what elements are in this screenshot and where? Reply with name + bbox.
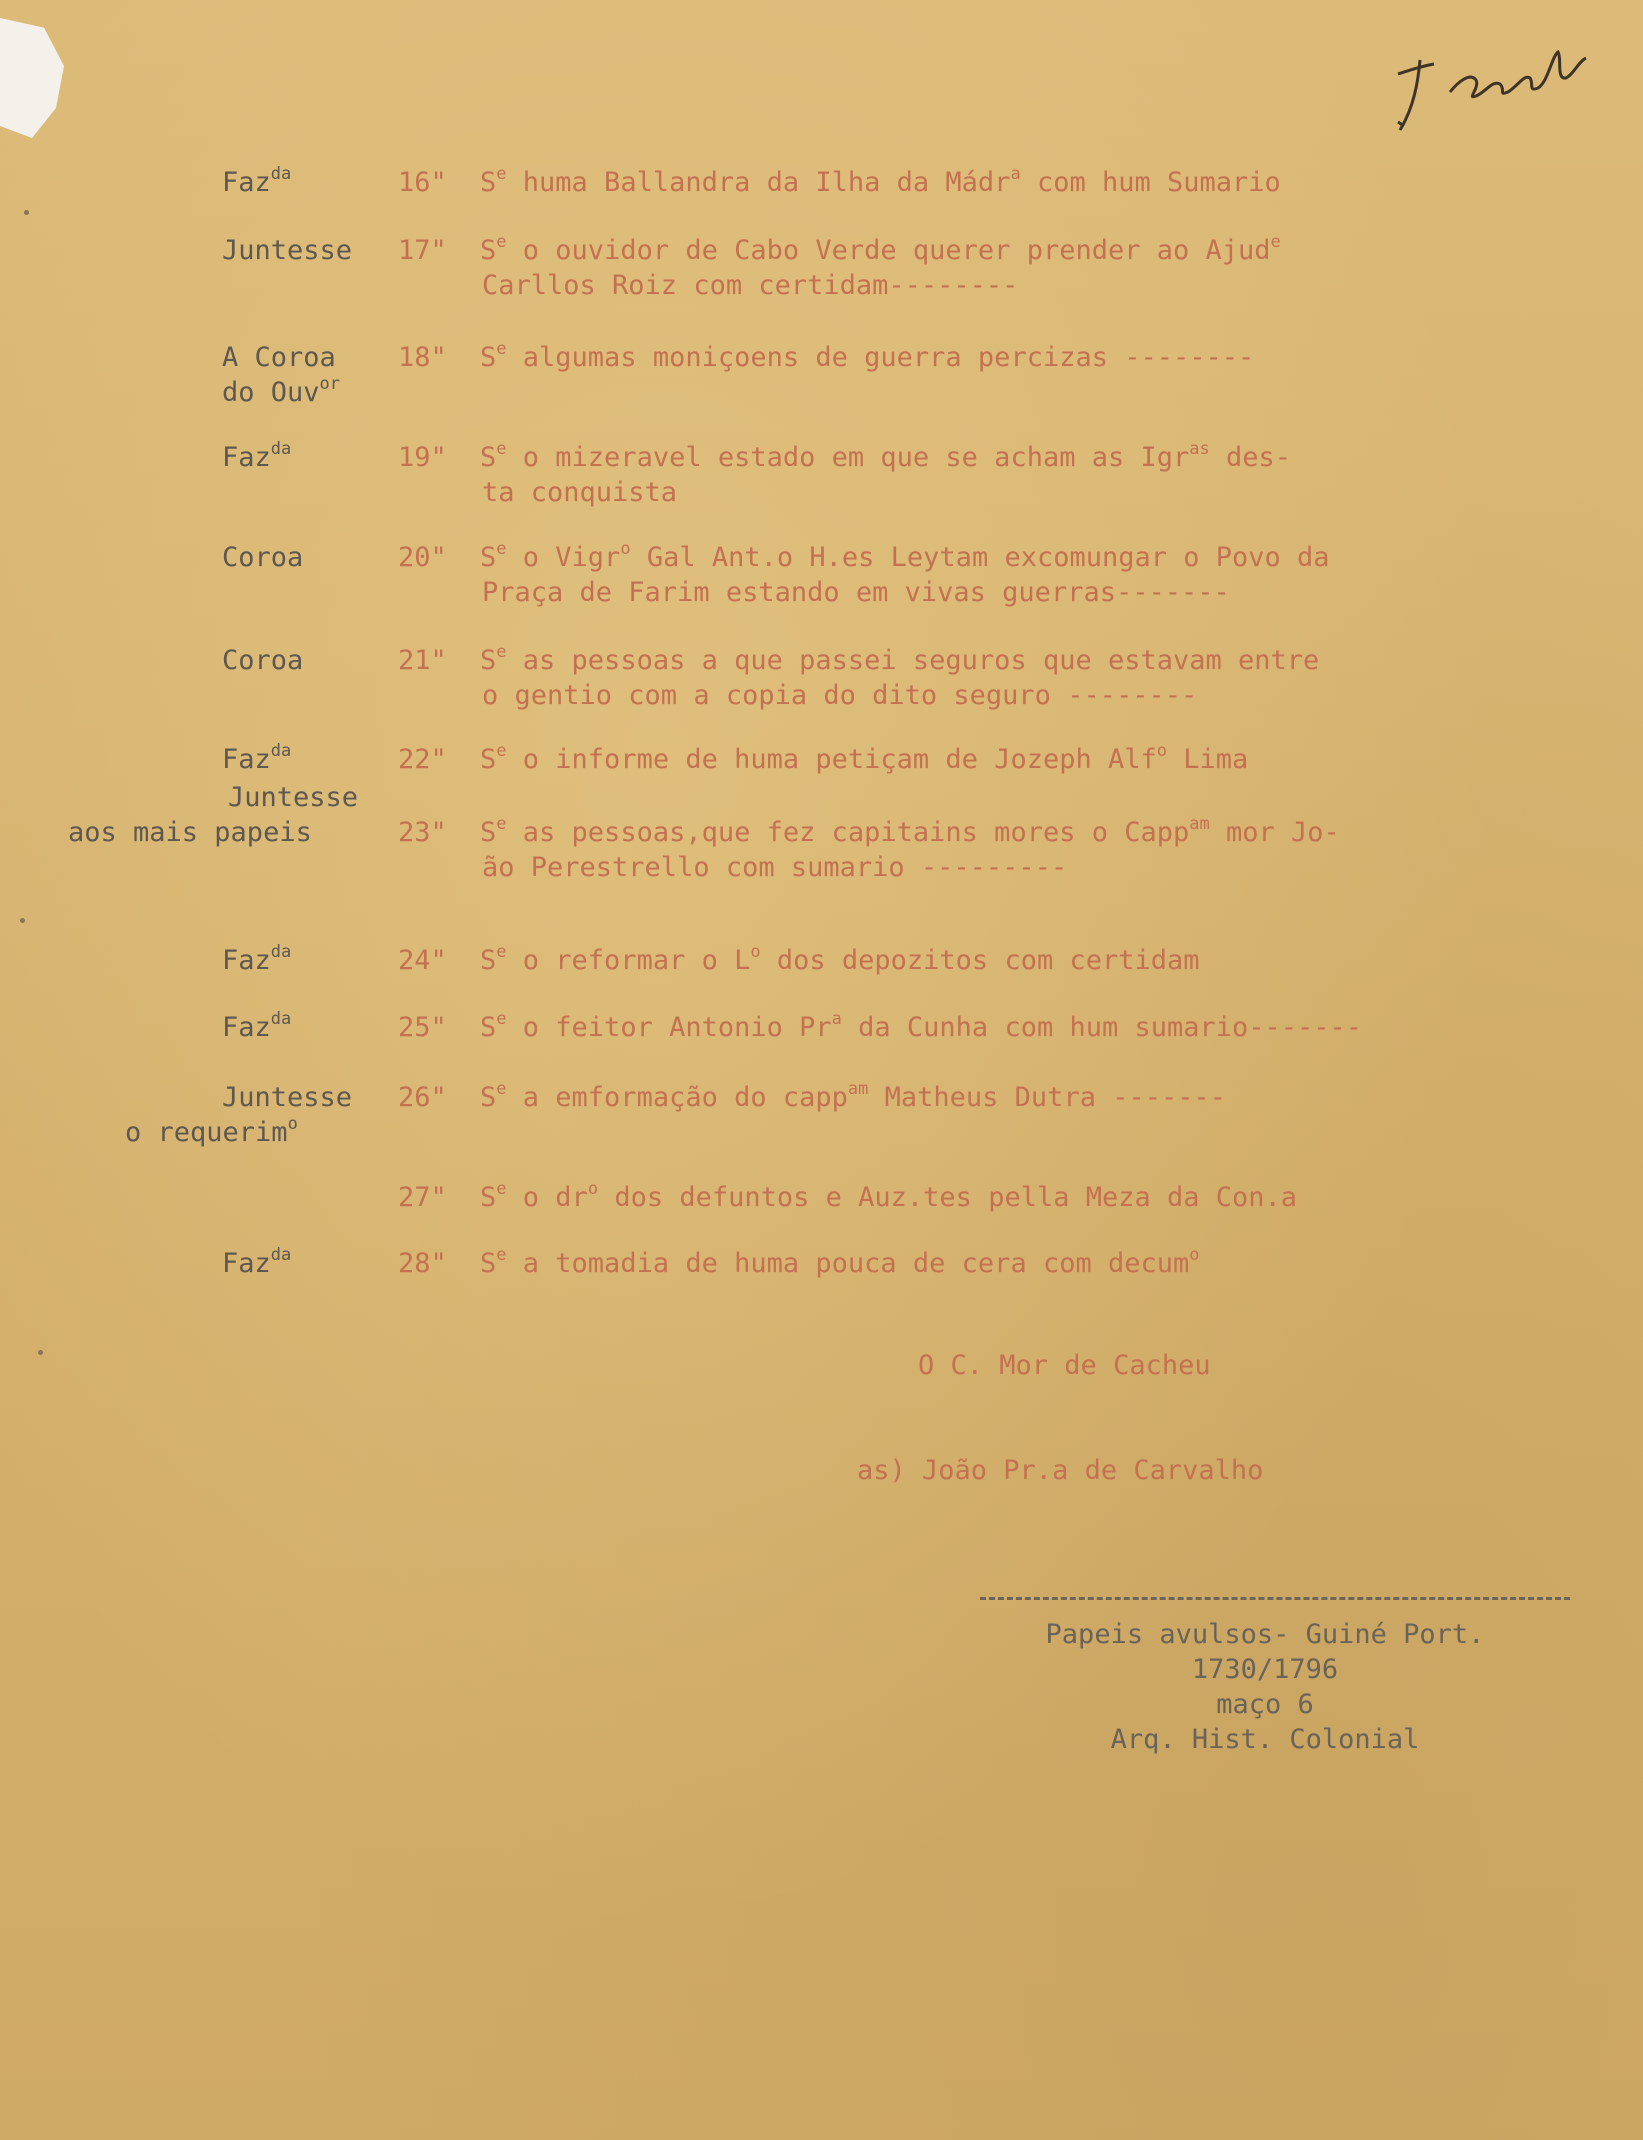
abbr-superscript: e bbox=[496, 539, 507, 559]
entry-number: 28" bbox=[398, 1248, 447, 1279]
margin-superscript: da bbox=[270, 439, 292, 459]
entry-number: 19" bbox=[398, 442, 447, 473]
entry-text bbox=[480, 1246, 1200, 1281]
abbr-sobre: S bbox=[480, 945, 497, 976]
entry-line1-tail: dos depozitos com certidam bbox=[760, 945, 1200, 976]
entry-line1: o ouvidor de Cabo Verde querer prender ao Ajud bbox=[522, 235, 1271, 266]
abbr-superscript: e bbox=[496, 232, 507, 252]
margin-note bbox=[222, 643, 303, 678]
margin-superscript: da bbox=[270, 1245, 292, 1265]
margin-text: o requerim bbox=[125, 1117, 288, 1148]
margin-superscript: o bbox=[287, 1114, 298, 1134]
closing-signature: as) João Pr.a de Carvalho bbox=[857, 1455, 1264, 1486]
margin-note bbox=[222, 742, 291, 777]
archive-line: Arq. Hist. Colonial bbox=[1110, 1724, 1420, 1755]
margin-text: Faz bbox=[222, 1012, 271, 1043]
entry-line1: as pessoas a que passei seguros que estavam entre bbox=[522, 645, 1320, 676]
dashed-rule bbox=[980, 1597, 1570, 1600]
entry-number: 18" bbox=[398, 342, 447, 373]
entry-line1: a tomadia de huma pouca de cera com decum bbox=[522, 1248, 1190, 1279]
entry-line1-tail: Gal Ant.o H.es Leytam excomungar o Povo da bbox=[630, 542, 1330, 573]
closing-title: O C. Mor de Cacheu bbox=[918, 1350, 1211, 1381]
line-superscript: am bbox=[1189, 814, 1210, 834]
abbr-sobre: S bbox=[480, 167, 497, 198]
entry-text-line2: ta conquista bbox=[482, 477, 678, 508]
entry-number: 21" bbox=[398, 645, 447, 676]
entry-number: 20" bbox=[398, 542, 447, 573]
margin-superscript: da bbox=[270, 164, 292, 184]
line-superscript: o bbox=[587, 1179, 599, 1199]
entry-line1: o reformar o L bbox=[522, 945, 751, 976]
archive-line: 1730/1796 bbox=[1191, 1654, 1339, 1685]
entry-text bbox=[480, 340, 1254, 375]
margin-text: Faz bbox=[222, 945, 271, 976]
abbr-sobre: S bbox=[480, 442, 497, 473]
abbr-sobre: S bbox=[480, 1082, 497, 1113]
line-superscript: o bbox=[1189, 1245, 1200, 1265]
entry-text bbox=[480, 1180, 1297, 1215]
entry-line1-tail: da Cunha com hum sumario------- bbox=[841, 1012, 1363, 1043]
paper-speck bbox=[24, 210, 29, 215]
entry-number: 27" bbox=[398, 1182, 447, 1213]
abbr-sobre: S bbox=[480, 342, 497, 373]
entry-line1-tail: Lima bbox=[1167, 744, 1249, 775]
line-superscript: a bbox=[831, 1009, 842, 1029]
entry-text bbox=[480, 540, 1330, 575]
abbr-superscript: e bbox=[496, 1245, 507, 1265]
margin-superscript: da bbox=[270, 741, 292, 761]
entry-line1: o Vigr bbox=[522, 542, 621, 573]
margin-text: Juntesse bbox=[222, 235, 353, 266]
margin-note bbox=[222, 1080, 352, 1115]
margin-note bbox=[222, 1010, 291, 1045]
entry-text bbox=[480, 1080, 1226, 1115]
entry-text bbox=[480, 643, 1319, 678]
margin-text: Faz bbox=[222, 744, 271, 775]
margin-note bbox=[222, 440, 291, 475]
abbr-superscript: e bbox=[496, 1179, 507, 1199]
margin-note bbox=[222, 943, 291, 978]
entry-number: 17" bbox=[398, 235, 447, 266]
margin-superscript: da bbox=[270, 1009, 292, 1029]
archive-line: Papeis avulsos- Guiné Port. bbox=[1045, 1619, 1485, 1650]
margin-text: Faz bbox=[222, 167, 271, 198]
entry-line1: as pessoas,que fez capitains mores o Capp bbox=[522, 817, 1190, 848]
archive-line: maço 6 bbox=[1216, 1689, 1314, 1720]
torn-corner bbox=[0, 18, 80, 138]
entry-line1: huma Ballandra da Ilha da Mádr bbox=[522, 167, 1011, 198]
entry-text bbox=[480, 165, 1281, 200]
entry-line1: o dr bbox=[522, 1182, 588, 1213]
abbr-superscript: e bbox=[496, 164, 507, 184]
entry-line1: algumas moniçoens de guerra percizas -------- bbox=[522, 342, 1255, 373]
abbr-superscript: e bbox=[496, 339, 507, 359]
entry-line1-tail: mor Jo- bbox=[1209, 817, 1340, 848]
abbr-sobre: S bbox=[480, 235, 497, 266]
margin-text: A Coroa bbox=[222, 342, 336, 373]
entry-line1-tail: com hum Sumario bbox=[1020, 167, 1281, 198]
abbr-sobre: S bbox=[480, 542, 497, 573]
margin-superscript: da bbox=[270, 942, 292, 962]
margin-note bbox=[222, 233, 352, 268]
line-superscript: a bbox=[1010, 164, 1021, 184]
paper-speck bbox=[38, 1350, 43, 1355]
abbr-sobre: S bbox=[480, 1012, 497, 1043]
entry-line1: o mizeravel estado em que se acham as Igr bbox=[522, 442, 1190, 473]
entry-number: 16" bbox=[398, 167, 447, 198]
abbr-superscript: e bbox=[496, 814, 507, 834]
entry-number: 25" bbox=[398, 1012, 447, 1043]
abbr-superscript: e bbox=[496, 1009, 507, 1029]
entry-text-line2: Praça de Farim estando em vivas guerras------- bbox=[482, 577, 1230, 608]
margin-text: Faz bbox=[222, 442, 271, 473]
margin-text: do Ouv bbox=[222, 377, 320, 408]
paper-speck bbox=[20, 918, 25, 923]
abbr-sobre: S bbox=[480, 1182, 497, 1213]
margin-text: Juntesse bbox=[228, 782, 359, 813]
abbr-superscript: e bbox=[496, 942, 507, 962]
abbr-superscript: e bbox=[496, 741, 507, 761]
entry-line1: o informe de huma petiçam de Jozeph Alf bbox=[522, 744, 1157, 775]
archive-reference bbox=[985, 1617, 1545, 1757]
entry-text bbox=[480, 440, 1291, 475]
line-superscript: am bbox=[847, 1079, 869, 1099]
margin-text: aos mais papeis bbox=[68, 817, 312, 848]
entry-text bbox=[480, 1010, 1362, 1045]
abbr-superscript: e bbox=[496, 642, 507, 662]
entry-line1: o feitor Antonio Pr bbox=[522, 1012, 832, 1043]
entry-text-line2: o gentio com a copia do dito seguro -------- bbox=[482, 680, 1198, 711]
line-superscript: o bbox=[1156, 741, 1167, 761]
margin-text: Coroa bbox=[222, 645, 304, 676]
entry-text-line2: Carllos Roiz com certidam-------- bbox=[482, 270, 1019, 301]
margin-text: Juntesse bbox=[222, 1082, 353, 1113]
entry-number: 23" bbox=[398, 817, 447, 848]
handwritten-signature bbox=[1380, 22, 1610, 142]
entry-text bbox=[480, 742, 1248, 777]
entry-number: 24" bbox=[398, 945, 447, 976]
margin-note-line2 bbox=[125, 1115, 298, 1150]
line-superscript: o bbox=[620, 539, 631, 559]
entry-line1-tail: dos defuntos e Auz.tes pella Meza da Con.a bbox=[598, 1182, 1298, 1213]
entry-line1-tail: des- bbox=[1209, 442, 1292, 473]
abbr-sobre: S bbox=[480, 744, 497, 775]
margin-note bbox=[222, 340, 336, 375]
entry-text bbox=[480, 943, 1200, 978]
entry-text bbox=[480, 233, 1281, 268]
margin-note bbox=[222, 1246, 291, 1281]
abbr-superscript: e bbox=[496, 1079, 507, 1099]
abbr-sobre: S bbox=[480, 645, 497, 676]
line-superscript: e bbox=[1270, 232, 1281, 252]
entry-text-line2: ão Perestrello com sumario --------- bbox=[482, 852, 1068, 883]
margin-text: Faz bbox=[222, 1248, 271, 1279]
margin-superscript: or bbox=[319, 374, 341, 394]
margin-note bbox=[222, 165, 291, 200]
margin-note bbox=[222, 540, 303, 575]
entry-text bbox=[480, 815, 1340, 850]
margin-note-line2 bbox=[68, 815, 312, 850]
margin-text: Coroa bbox=[222, 542, 304, 573]
abbr-sobre: S bbox=[480, 817, 497, 848]
abbr-sobre: S bbox=[480, 1248, 497, 1279]
entry-number: 26" bbox=[398, 1082, 447, 1113]
margin-note bbox=[228, 780, 358, 815]
line-superscript: as bbox=[1189, 439, 1210, 459]
entry-line1: a emformação do capp bbox=[522, 1082, 848, 1113]
line-superscript: o bbox=[750, 942, 761, 962]
margin-note-line2 bbox=[222, 375, 340, 410]
abbr-superscript: e bbox=[496, 439, 507, 459]
entry-number: 22" bbox=[398, 744, 447, 775]
entry-line1-tail: Matheus Dutra ------- bbox=[868, 1082, 1226, 1113]
